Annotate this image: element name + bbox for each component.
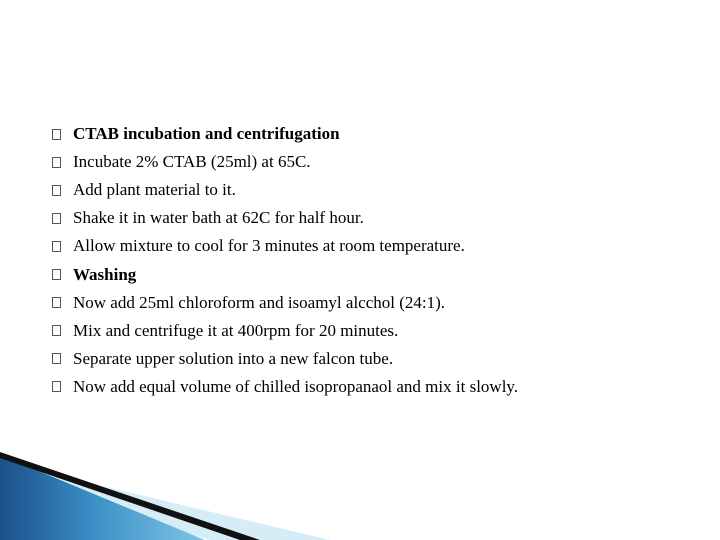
square-bullet-icon bbox=[52, 157, 61, 168]
square-bullet-icon bbox=[52, 381, 61, 392]
bullet-item bbox=[52, 176, 518, 204]
square-bullet-icon bbox=[52, 297, 61, 308]
bullet-list bbox=[52, 120, 518, 401]
bullet-text: Incubate 2% CTAB (25ml) at 65C. bbox=[73, 152, 311, 172]
bullet-text: Allow mixture to cool for 3 minutes at room temperature. bbox=[73, 236, 465, 256]
square-bullet-icon bbox=[52, 213, 61, 224]
bullet-item bbox=[52, 204, 518, 232]
bullet-text: CTAB incubation and centrifugation bbox=[73, 124, 340, 144]
bullet-item bbox=[52, 260, 518, 288]
square-bullet-icon bbox=[52, 353, 61, 364]
square-bullet-icon bbox=[52, 129, 61, 140]
square-bullet-icon bbox=[52, 185, 61, 196]
bullet-text: Now add 25ml chloroform and isoamyl alcchol (24:1). bbox=[73, 292, 446, 312]
square-bullet-icon bbox=[52, 241, 61, 252]
bullet-text: Separate upper solution into a new falcon tube. bbox=[73, 348, 394, 368]
bullet-text: Mix and centrifuge it at 400rpm for 20 minutes. bbox=[73, 320, 399, 340]
bullet-item bbox=[52, 120, 518, 148]
bullet-text: Add plant material to it. bbox=[73, 180, 236, 200]
square-bullet-icon bbox=[52, 269, 61, 280]
bullet-item bbox=[52, 148, 518, 176]
bullet-item bbox=[52, 232, 518, 260]
bullet-text: Now add equal volume of chilled isopropanaol and mix it slowly. bbox=[73, 376, 519, 396]
corner-swoosh-decoration bbox=[0, 440, 720, 540]
bullet-item bbox=[52, 289, 518, 317]
bullet-item bbox=[52, 373, 518, 401]
bullet-item bbox=[52, 345, 518, 373]
bullet-item bbox=[52, 317, 518, 345]
bullet-text: Washing bbox=[73, 264, 137, 284]
square-bullet-icon bbox=[52, 325, 61, 336]
bullet-text: Shake it in water bath at 62C for half hour. bbox=[73, 208, 364, 228]
